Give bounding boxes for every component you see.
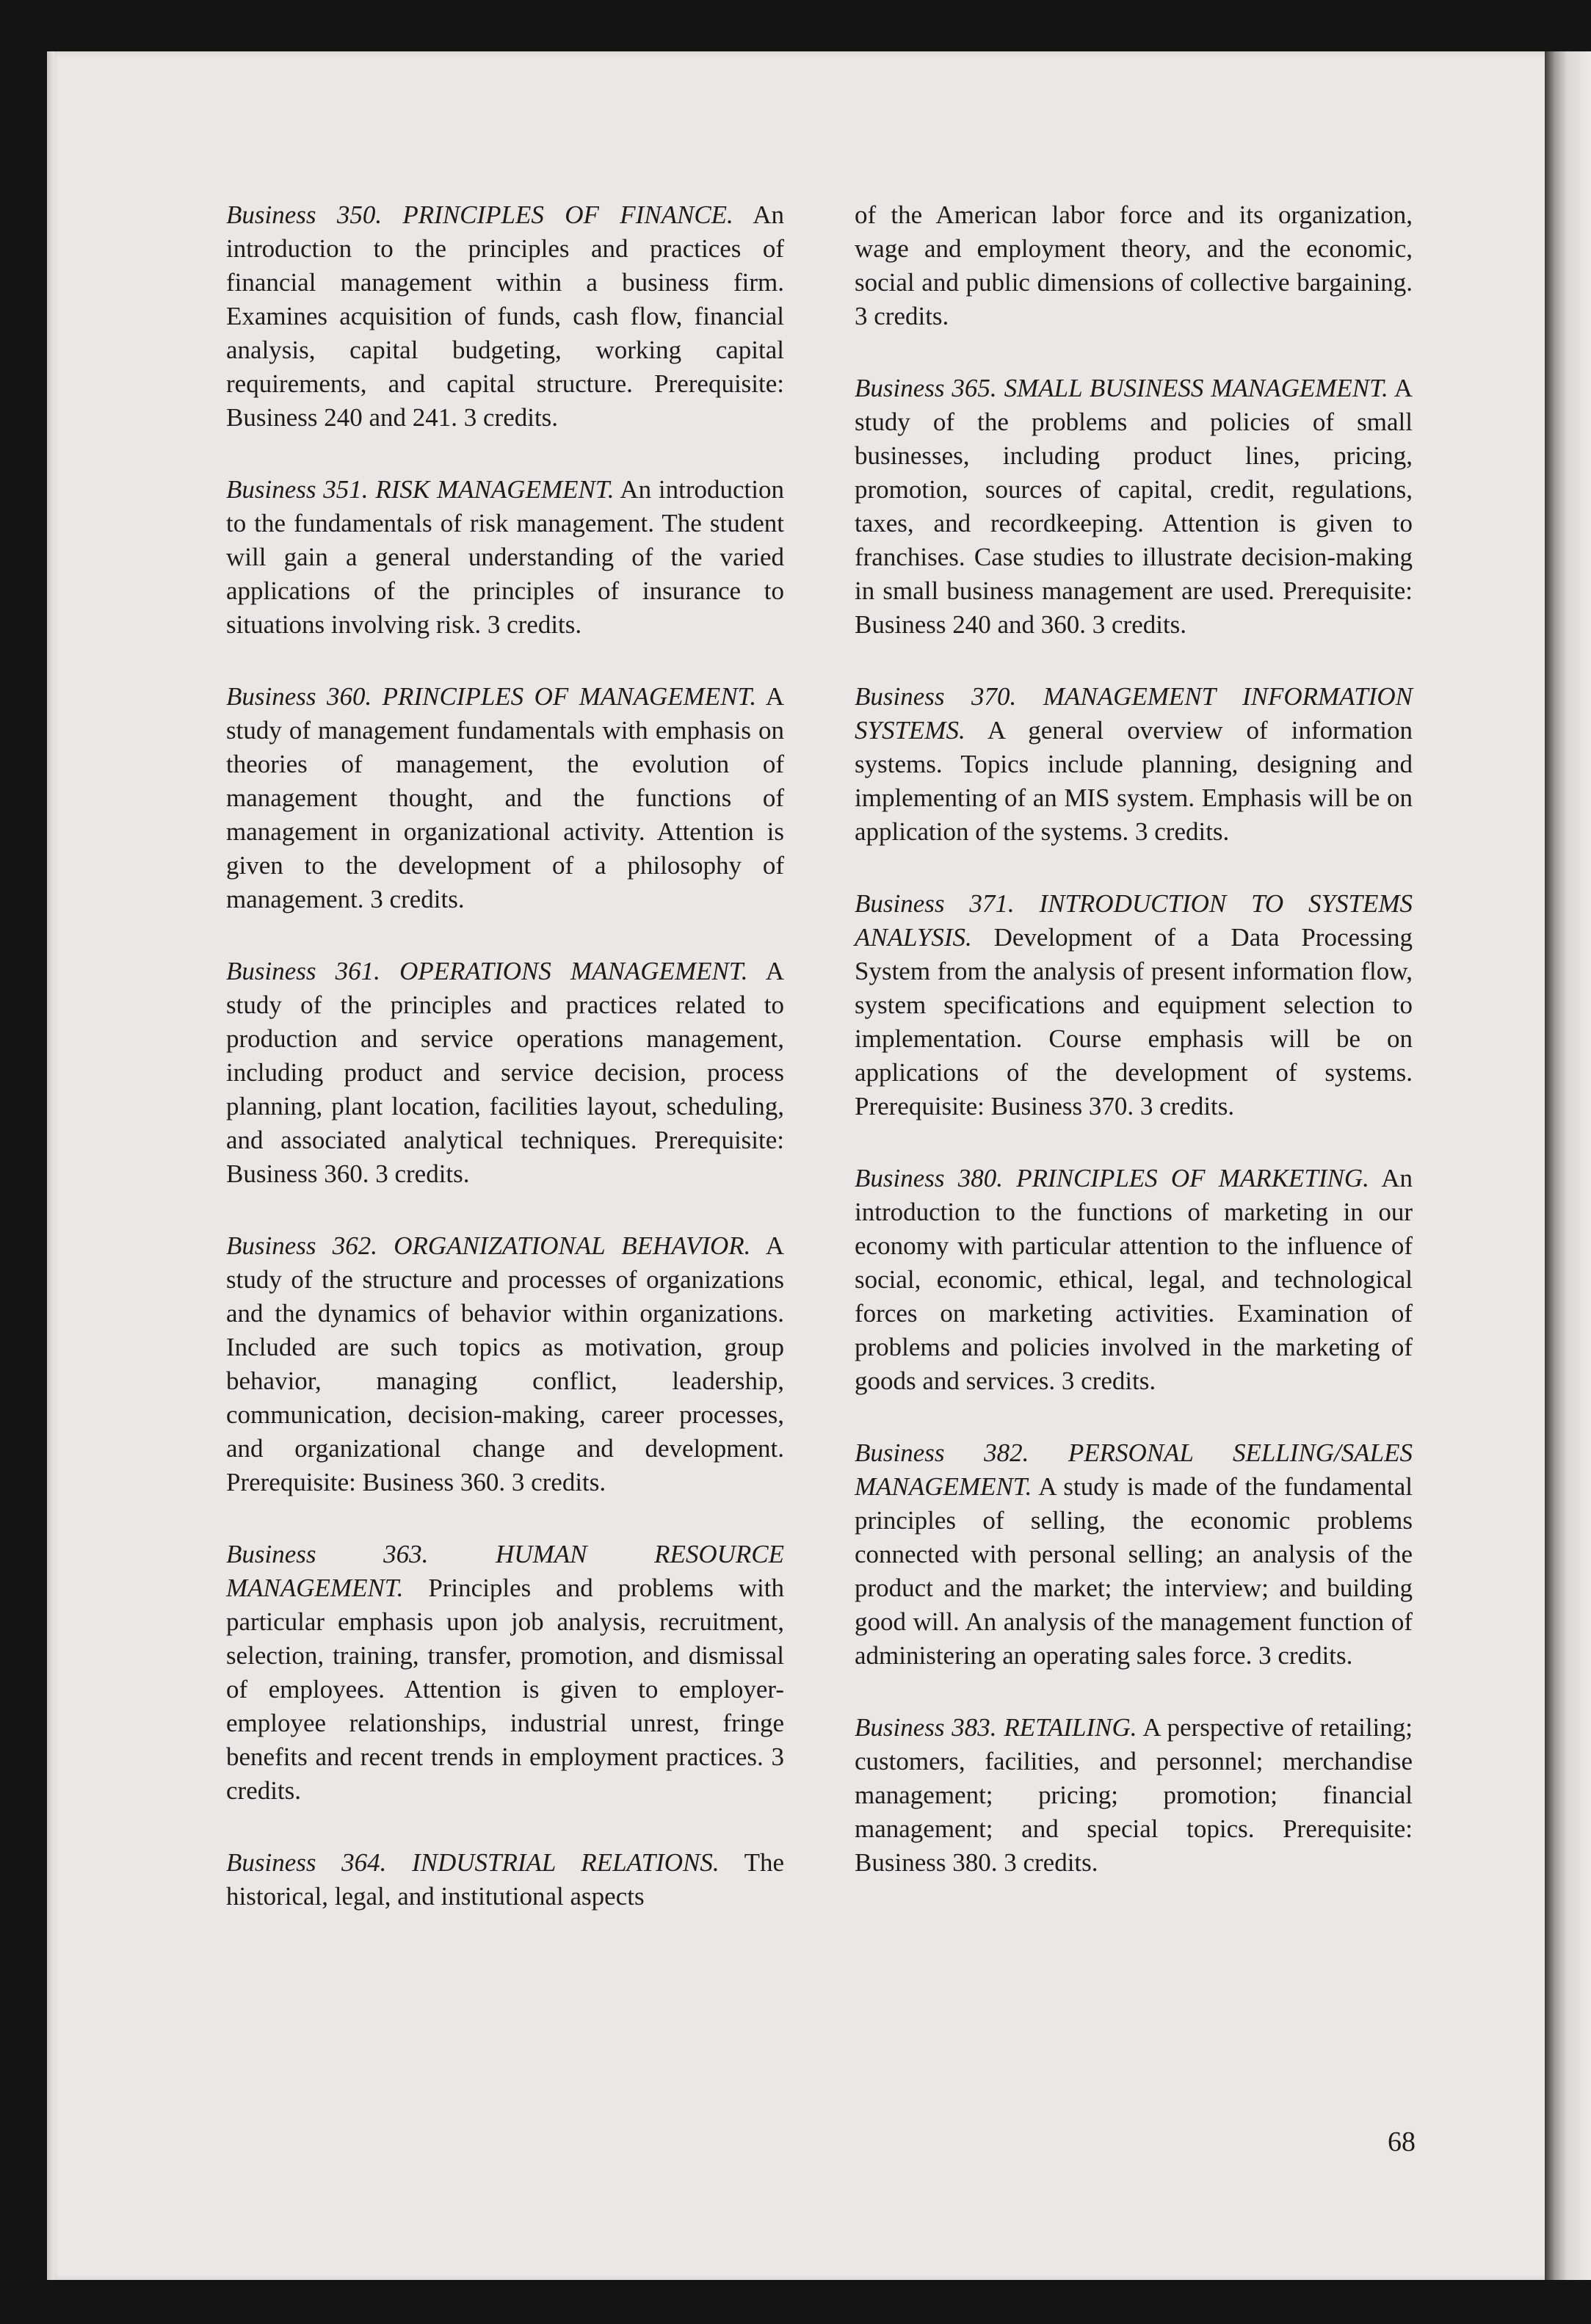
course-entry-business-364-continued: [855, 198, 1413, 333]
left-column: [226, 198, 784, 1952]
course-entry-business-380: [855, 1162, 1413, 1398]
course-description: A study is made of the fundamental principles of selling, the economic problems connected with personal selling; an analysis of the product and the market; the interview; and building good will. An analysis of the management function of administering an operating sales force. 3 credits.: [855, 1472, 1413, 1670]
course-description: A study of management fundamentals with emphasis on theories of management, the evolution of management thought, and the functions of management in organizational activity. Attention is given to the development of a philosophy of management. 3 credits.: [226, 682, 784, 913]
course-heading: Business 363. HUMAN RESOURCE MANAGEMENT.: [226, 1540, 784, 1602]
course-description: The historical, legal, and institutional aspects: [226, 1848, 784, 1911]
page-number: 68: [1388, 2126, 1416, 2157]
course-heading: Business 382. PERSONAL SELLING/SALES MANAGEMENT.: [855, 1438, 1413, 1501]
course-description: Development of a Data Processing System from the analysis of present information flow, system specifications and equipment selection to implementation. Course emphasis will be on applications of the development of systems. Prerequisite: Business 370. 3 credits.: [855, 923, 1413, 1121]
course-heading: Business 351. RISK MANAGEMENT.: [226, 475, 615, 504]
course-description: of the American labor force and its organization, wage and employment theory, and the economic, social and public dimensions of collective bargaining. 3 credits.: [855, 200, 1413, 330]
course-entry-business-370: [855, 680, 1413, 849]
course-entry-business-362: [226, 1229, 784, 1499]
course-description: A study of the structure and processes of organizations and the dynamics of behavior within organizations. Included are such topics as motivation, group behavior, managing conflict, leadership, communication, decision-making, career processes, and organizational change and development. Prerequisite: Business 360. 3 credits.: [226, 1231, 784, 1496]
course-heading: Business 362. ORGANIZATIONAL BEHAVIOR.: [226, 1231, 751, 1260]
course-heading: Business 361. OPERATIONS MANAGEMENT.: [226, 957, 748, 985]
course-description: A study of the principles and practices related to production and service operations management, including product and service decision, process planning, plant location, facilities layout, scheduling, and associated analytical techniques. Prerequisite: Business 360. 3 credits.: [226, 957, 784, 1188]
course-description: A perspective of retailing; customers, facilities, and personnel; merchandise management; pricing; promotion; financial management; and special topics. Prerequisite: Business 380. 3 credits.: [855, 1713, 1413, 1877]
course-heading: Business 371. INTRODUCTION TO SYSTEMS ANALYSIS.: [855, 889, 1413, 952]
course-heading: Business 365. SMALL BUSINESS MANAGEMENT.: [855, 374, 1388, 402]
course-entry-business-350: [226, 198, 784, 435]
course-entry-business-365: [855, 372, 1413, 642]
course-entry-business-351: [226, 473, 784, 642]
course-heading: Business 380. PRINCIPLES OF MARKETING.: [855, 1164, 1369, 1192]
course-heading: Business 364. INDUSTRIAL RELATIONS.: [226, 1848, 720, 1877]
course-description: An introduction to the principles and practices of financial management within a business firm. Examines acquisition of funds, cash flow, financial analysis, capital budgeting, working capital requirements, and capital structure. Prerequisite: Business 240 and 241. 3 credits.: [226, 200, 784, 432]
course-description: An introduction to the functions of marketing in our economy with particular attention to the influence of social, economic, ethical, legal, and technological forces on marketing activities. Examination of problems and policies involved in the marketing of goods and services. 3 credits.: [855, 1164, 1413, 1395]
course-entry-business-361: [226, 955, 784, 1191]
course-entry-business-360: [226, 680, 784, 916]
course-entry-business-383: [855, 1711, 1413, 1880]
course-entry-business-364: [226, 1846, 784, 1914]
course-entry-business-363: [226, 1538, 784, 1808]
course-description: A study of the problems and policies of small businesses, including product lines, pricing, promotion, sources of capital, credit, regulations, taxes, and recordkeeping. Attention is given to franchises. Case studies to illustrate decision-making in small business management are used. Prerequisite: Business 240 and 360. 3 credits.: [855, 374, 1413, 639]
course-description: An introduction to the fundamentals of risk management. The student will gain a general understanding of the varied applications of the principles of insurance to situations involving risk. 3 credits.: [226, 475, 784, 639]
course-heading: Business 360. PRINCIPLES OF MANAGEMENT.: [226, 682, 757, 711]
course-entry-business-371: [855, 887, 1413, 1123]
course-description: A general overview of information systems. Topics include planning, designing and implementing of an MIS system. Emphasis will be on application of the systems. 3 credits.: [855, 716, 1413, 846]
course-description: Principles and problems with particular emphasis upon job analysis, recruitment, selection, training, transfer, promotion, and dismissal of employees. Attention is given to employer-employee relationships, industrial unrest, fringe benefits and recent trends in employment practices. 3 credits.: [226, 1574, 784, 1805]
course-heading: Business 370. MANAGEMENT INFORMATION SYSTEMS.: [855, 682, 1413, 745]
page-edge-shadow: [1545, 51, 1591, 2280]
course-heading: Business 383. RETAILING.: [855, 1713, 1137, 1742]
course-heading: Business 350. PRINCIPLES OF FINANCE.: [226, 200, 733, 229]
right-column: [855, 198, 1413, 1918]
page-gutter-shadow: [47, 51, 54, 2280]
course-entry-business-382: [855, 1436, 1413, 1673]
